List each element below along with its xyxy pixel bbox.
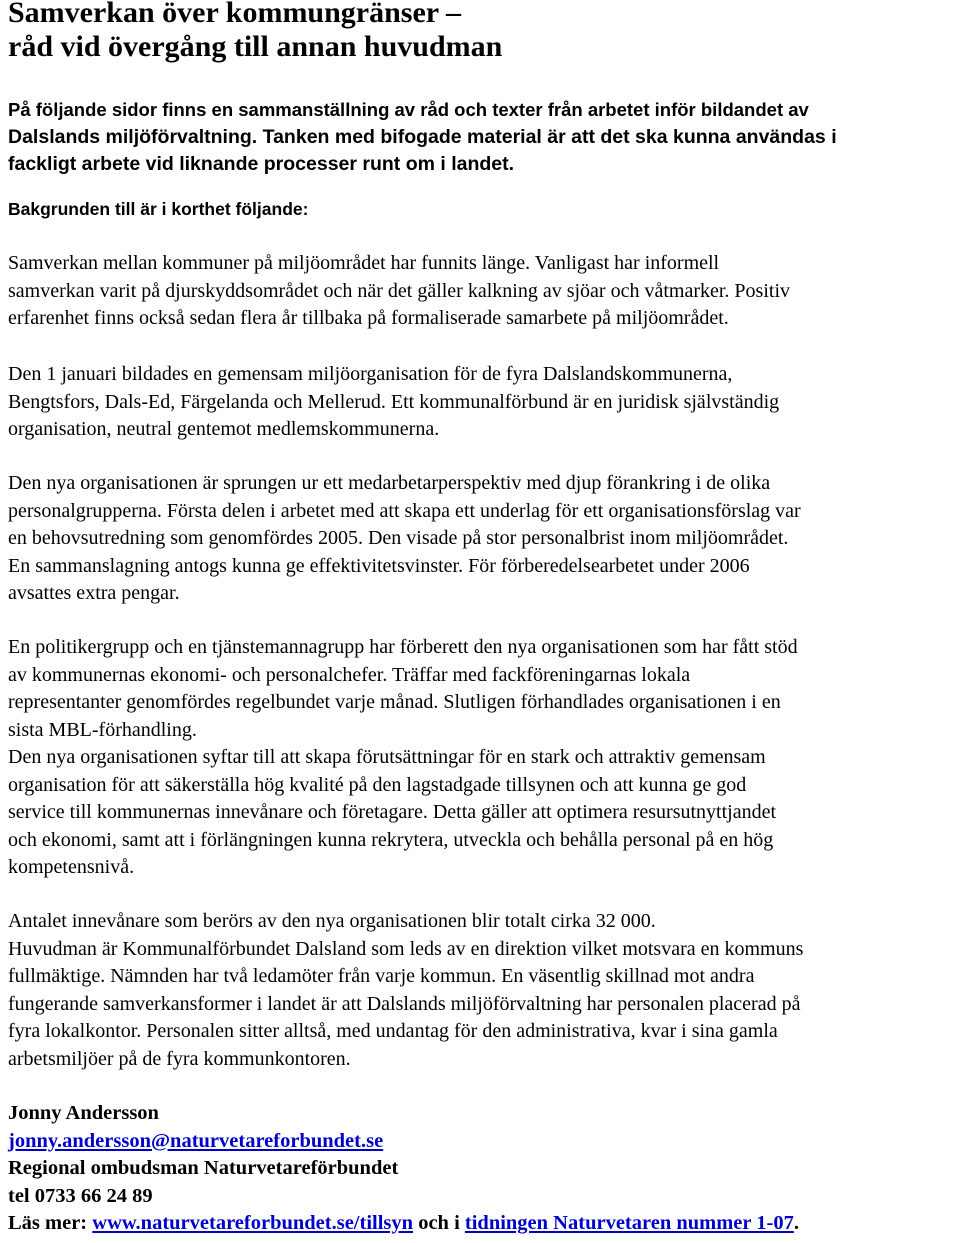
paragraph-line: Den nya organisationen är sprungen ur ett medarbetarperspektiv med djup förankring i de olika — [8, 472, 771, 494]
paragraph-line: samverkan varit på djurskyddsområdet och när det gäller kalkning av sjöar och våtmarker. Positiv — [8, 279, 791, 302]
magazine-link[interactable]: tidningen Naturvetaren nummer 1-07 — [464, 1212, 794, 1234]
title-line-1: Samverkan över kommungränser – — [8, 0, 462, 29]
paragraph-origin — [8, 470, 958, 608]
paragraph-line: och ekonomi, samt att i förlängningen kunna rekrytera, utveckla och behålla personal på en hög — [8, 828, 774, 851]
paragraph-line: personalgrupperna. Första delen i arbetet med att skapa ett underlag för ett organisationsförslag var — [8, 499, 801, 522]
intro-paragraph — [8, 96, 953, 179]
paragraph-line: Den nya organisationen syftar till att skapa förutsättningar för en stark och attraktiv gemensam — [8, 746, 766, 768]
paragraph-line: en behovsutredning som genomfördes 2005. Den visade på stor personalbrist inom miljöområdet. — [8, 527, 789, 549]
paragraph-line: Samverkan mellan kommuner på miljöområdet har funnits länge. Vanligast har informell — [8, 252, 720, 274]
phone-number: tel 0733 66 24 89 — [8, 1184, 153, 1207]
paragraph-line: sista MBL-förhandling. — [8, 718, 197, 741]
paragraph-line: organisation för att säkerställa hög kvalité på den lagstadgade tillsynen och att kunna ge god — [8, 773, 747, 796]
paragraph-line: Antalet innevånare som berörs av den nya organisationen blir totalt cirka 32 000. — [8, 910, 656, 932]
paragraph-line: fyra lokalkontor. Personalen sitter alltså, med undantag för den administrativa, kvar i sina gamla — [8, 1020, 778, 1042]
paragraph-line: arbetsmiljöer på de fyra kommunkontoren. — [8, 1047, 351, 1070]
paragraph-founding — [8, 361, 958, 444]
website-link[interactable]: www.naturvetareforbundet.se/tillsyn — [92, 1212, 414, 1234]
paragraph-line: kompetensnivå. — [8, 856, 135, 878]
email-link[interactable]: jonny.andersson@naturvetareforbundet.se — [8, 1129, 384, 1152]
read-more-line — [8, 1210, 958, 1238]
paragraph-organisation — [8, 908, 958, 1073]
paragraph-line: fungerande samverkansformer i landet är att Dalslands miljöförvaltning har personalen placerad på — [8, 992, 801, 1015]
paragraph-line: av kommunernas ekonomi- och personalchefer. Träffar med fackföreningarnas lokala — [8, 663, 691, 686]
background-heading: Bakgrunden till är i korthet följande: — [8, 199, 309, 219]
paragraph-preparation — [8, 634, 958, 882]
intro-line: fackligt arbete vid liknande processer runt om i landet. — [8, 153, 515, 175]
read-more-label: Läs mer: — [8, 1212, 93, 1234]
author-role: Regional ombudsman Naturvetareförbundet — [8, 1157, 399, 1179]
paragraph-line: erfarenhet finns också sedan flera år tillbaka på formaliserade samarbete på miljöområdet. — [8, 307, 729, 329]
document-title — [8, 0, 948, 64]
read-more-period: . — [793, 1212, 799, 1234]
paragraph-line: En sammanslagning antogs kunna ge effektivitetsvinster. För förberedelsearbetet under 2006 — [8, 554, 750, 577]
paragraph-line: Bengtsfors, Dals-Ed, Färgelanda och Mellerud. Ett kommunalförbund är en juridisk självständig — [8, 390, 780, 413]
paragraph-line: service till kommunernas innevånare och företagare. Detta gäller att optimera resursutnyttjandet — [8, 801, 777, 823]
paragraph-line: Huvudman är Kommunalförbundet Dalsland som leds av en direktion vilket motsvara en kommuns — [8, 937, 804, 960]
read-more-connector: och i — [413, 1212, 465, 1234]
intro-line: Dalslands miljöförvaltning. Tanken med bifogade material är att det ska kunna användas i — [8, 125, 837, 148]
signature-block — [8, 1100, 958, 1238]
paragraph-line: fullmäktige. Nämnden har två ledamöter från varje kommun. En väsentlig skillnad mot andra — [8, 965, 755, 987]
paragraph-line: organisation, neutral gentemot medlemskommunerna. — [8, 418, 440, 440]
intro-line: På följande sidor finns en sammanställning av råd och texter från arbetet inför bildandet av — [8, 99, 809, 120]
paragraph-line: representanter genomfördes regelbundet varje månad. Slutligen förhandlades organisationen i en — [8, 691, 781, 713]
paragraph-line: avsattes extra pengar. — [8, 582, 180, 604]
title-line-2: råd vid övergång till annan huvudman — [8, 30, 503, 63]
paragraph-history — [8, 250, 958, 333]
author-name: Jonny Andersson — [8, 1102, 159, 1124]
paragraph-line: En politikergrupp och en tjänstemannagrupp har förberett den nya organisationen som har fått stöd — [8, 636, 798, 658]
paragraph-line: Den 1 januari bildades en gemensam miljöorganisation för de fyra Dalslandskommunerna, — [8, 363, 733, 385]
